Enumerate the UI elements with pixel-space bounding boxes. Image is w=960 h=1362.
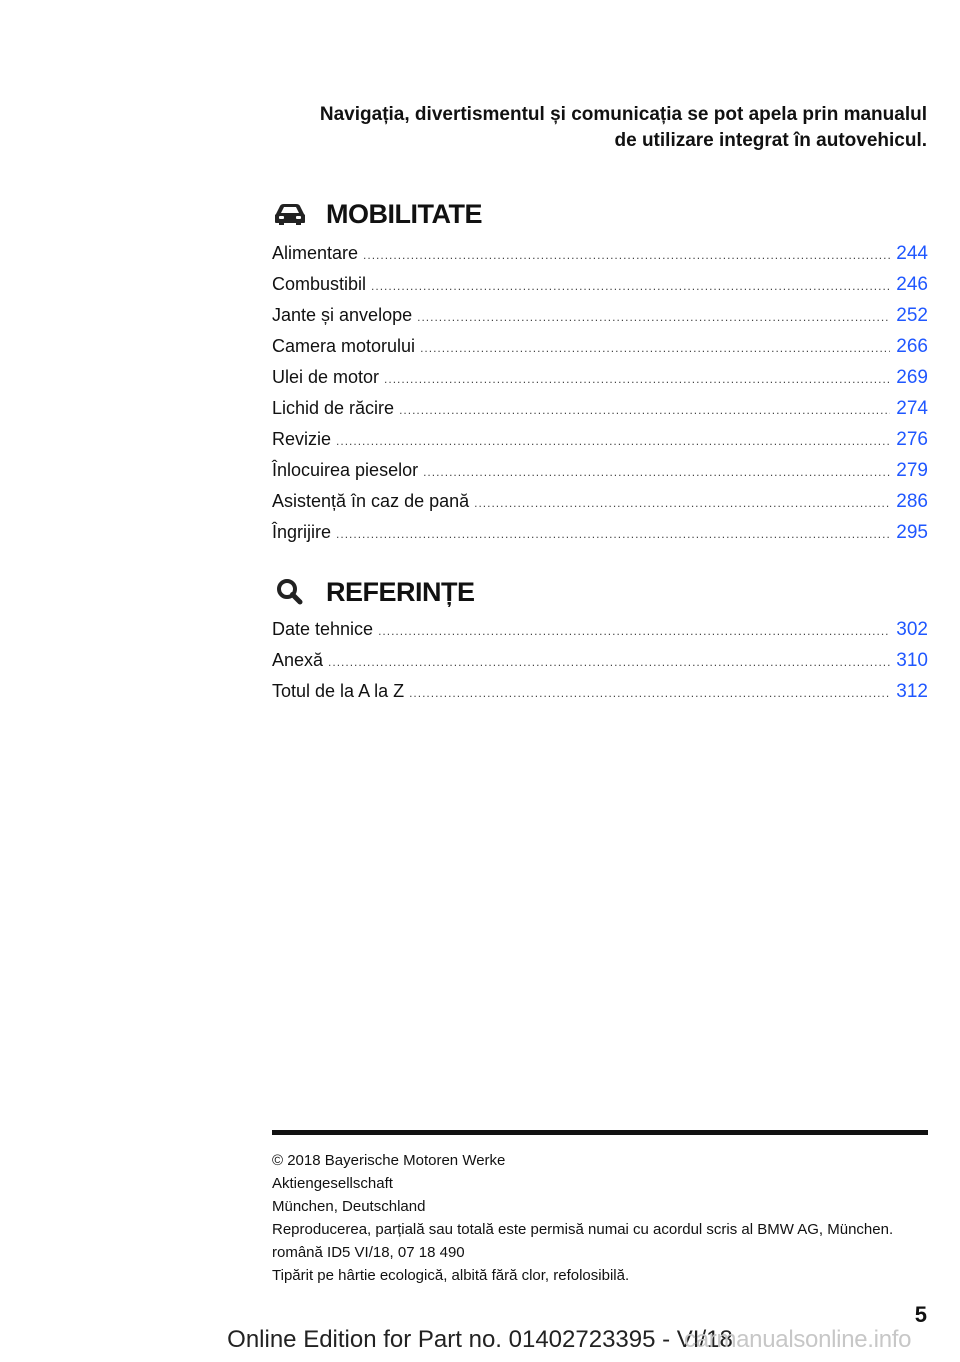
toc-page-link[interactable]: 310 <box>896 650 928 671</box>
toc-entry-camera-motorului[interactable] <box>272 331 928 362</box>
toc-entry-totul-a-z[interactable] <box>272 676 928 707</box>
toc-entry-label: Camera motorului <box>272 336 416 356</box>
toc-entry-label: Jante și anvelope <box>272 305 413 325</box>
toc-entry-label: Combustibil <box>272 274 367 294</box>
toc-page-link[interactable]: 266 <box>896 336 928 357</box>
section-heading-referinte <box>272 576 475 608</box>
toc-entry-asistenta-pana[interactable] <box>272 486 928 517</box>
toc-entry-label: Îngrijire <box>272 522 332 542</box>
toc-entry-jante[interactable] <box>272 300 928 331</box>
imprint-line: română ID5 VI/18, 07 18 490 <box>272 1244 465 1261</box>
imprint-block <box>272 1149 928 1287</box>
toc-page-link[interactable]: 246 <box>896 274 928 295</box>
toc-page-link[interactable]: 269 <box>896 367 928 388</box>
toc-entry-label: Asistență în caz de pană <box>272 491 470 511</box>
toc-page-link[interactable]: 276 <box>896 429 928 450</box>
dot-leader <box>420 333 890 364</box>
section-title: REFERINȚE <box>326 576 475 607</box>
imprint-divider <box>272 1130 928 1135</box>
magnifier-icon <box>272 576 312 608</box>
dot-leader <box>384 364 890 395</box>
toc-entry-label: Date tehnice <box>272 619 374 639</box>
watermark: carmanualsonline.info <box>684 1326 912 1353</box>
toc-entry-label: Alimentare <box>272 243 359 263</box>
dot-leader <box>336 426 890 457</box>
toc-page-link[interactable]: 244 <box>896 243 928 264</box>
toc-entry-alimentare[interactable] <box>272 238 928 269</box>
toc-entry-anexa[interactable] <box>272 645 928 676</box>
imprint-line: Reproducerea, parțială sau totală este permisă numai cu acordul scris al BMW AG, München. <box>272 1221 894 1238</box>
toc-entry-label: Totul de la A la Z <box>272 681 405 701</box>
dot-leader <box>399 395 890 426</box>
car-icon <box>272 198 312 230</box>
toc-page-link[interactable]: 295 <box>896 522 928 543</box>
imprint-line: Aktiengesellschaft <box>272 1175 393 1192</box>
toc-entry-label: Ulei de motor <box>272 367 380 387</box>
toc-page-link[interactable]: 312 <box>896 681 928 702</box>
intro-note <box>247 102 927 154</box>
toc-entry-ingrijire[interactable] <box>272 517 928 548</box>
dot-leader <box>409 678 890 709</box>
imprint-line: München, Deutschland <box>272 1198 426 1215</box>
toc-list-mobilitate <box>272 238 928 548</box>
toc-page-link[interactable]: 252 <box>896 305 928 326</box>
intro-line-2: de utilizare integrat în autovehicul. <box>614 130 927 151</box>
toc-entry-label: Revizie <box>272 429 332 449</box>
dot-leader <box>328 647 890 678</box>
toc-entry-lichid-de-racire[interactable] <box>272 393 928 424</box>
toc-entry-label: Înlocuirea pieselor <box>272 460 419 480</box>
imprint-line: © 2018 Bayerische Motoren Werke <box>272 1152 506 1169</box>
dot-leader <box>371 271 890 302</box>
toc-entry-revizie[interactable] <box>272 424 928 455</box>
toc-entry-label: Lichid de răcire <box>272 398 395 418</box>
section-heading-mobilitate <box>272 198 482 230</box>
toc-entry-label: Anexă <box>272 650 324 670</box>
intro-line-1: Navigația, divertismentul și comunicația se pot apela prin manualul <box>319 104 927 125</box>
dot-leader <box>423 457 890 488</box>
section-title: MOBILITATE <box>326 198 482 229</box>
toc-entry-date-tehnice[interactable] <box>272 614 928 645</box>
dot-leader <box>363 240 890 271</box>
imprint-line: Tipărit pe hârtie ecologică, albită fără clor, refolosibilă. <box>272 1267 630 1284</box>
toc-page-link[interactable]: 274 <box>896 398 928 419</box>
dot-leader <box>474 488 890 519</box>
online-edition-footer: Online Edition for Part no. 01402723395 - VI/18 <box>227 1326 733 1353</box>
toc-entry-inlocuirea-pieselor[interactable] <box>272 455 928 486</box>
page-number: 5 <box>914 1302 927 1327</box>
dot-leader <box>417 302 890 333</box>
dot-leader <box>336 519 890 550</box>
toc-entry-ulei-de-motor[interactable] <box>272 362 928 393</box>
toc-entry-combustibil[interactable] <box>272 269 928 300</box>
dot-leader <box>378 616 890 647</box>
toc-page-link[interactable]: 286 <box>896 491 928 512</box>
toc-page-link[interactable]: 279 <box>896 460 928 481</box>
toc-page-link[interactable]: 302 <box>896 619 928 640</box>
toc-list-referinte <box>272 614 928 707</box>
